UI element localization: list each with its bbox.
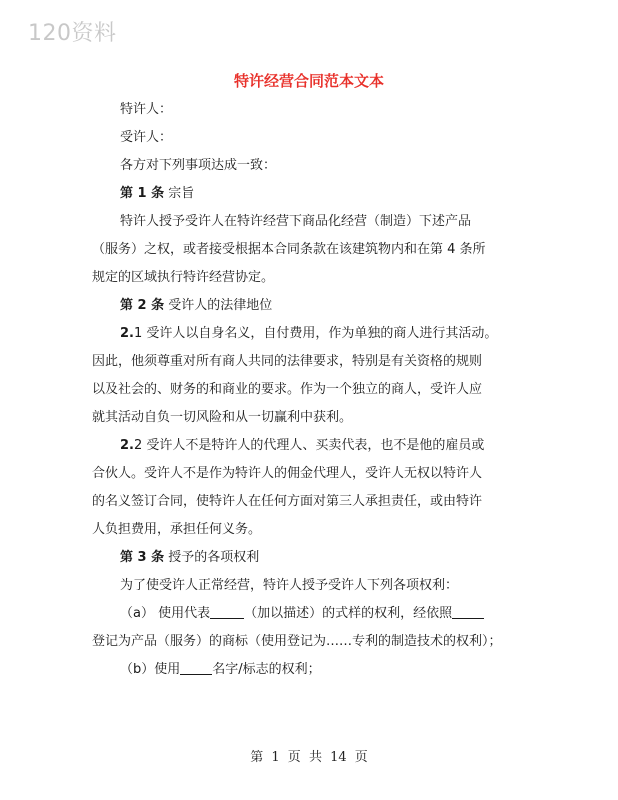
paragraph-line: 以及社会的、财务的和商业的要求。作为一个独立的商人，受许人应 [92, 382, 483, 397]
article-2-title: 受许人的法律地位 [168, 298, 273, 313]
clause-2-1-first-line [92, 320, 532, 348]
paragraph-line: 特许人授予受许人在特许经营下商品化经营（制造）下述产品 [120, 214, 472, 229]
article-2-number: 第 2 条 [120, 298, 165, 313]
paragraph-line: 就其活动自负一切风险和从一切赢利中获利。 [92, 410, 353, 425]
watermark: 120资料 [28, 21, 117, 46]
footer-ye-2: 页 [354, 750, 368, 765]
item-a-middle: （加以描述）的式样的权利，经依照 [244, 606, 453, 621]
paragraph-line: 的名义签订合同，使特许人在任何方面对第三人承担责任，或由特许 [92, 494, 483, 509]
party-a-line: 特许人： [120, 102, 173, 117]
item-b-prefix: （b）使用 [120, 662, 181, 677]
article-3-heading [92, 544, 532, 572]
intro-line: 各方对下列事项达成一致： [120, 158, 277, 173]
total-pages: 14 [330, 750, 347, 765]
item-b-suffix: 名字/标志的权利； [212, 662, 321, 677]
article-3-intro: 为了使受许人正常经营，特许人授予受许人下列各项权利： [120, 578, 459, 593]
item-b-line [92, 656, 532, 684]
article-1-title: 宗旨 [168, 186, 195, 201]
paragraph-line: （服务）之权，或者接受根据本合同条款在该建筑物内和在第 4 条所 [92, 242, 486, 257]
article-3-title: 授予的各项权利 [168, 550, 260, 565]
paragraph-line: 人负担费用，承担任何义务。 [92, 522, 262, 537]
paragraph-line: 规定的区域执行特许经营协定。 [92, 270, 275, 285]
footer-ye: 页 [287, 750, 301, 765]
page-footer [0, 746, 618, 765]
item-a-continuation: 登记为产品（服务）的商标（使用登记为……专利的制造技术的权利）； [92, 634, 502, 649]
footer-gong: 共 [308, 750, 322, 765]
footer-di: 第 [250, 750, 264, 765]
document-body [92, 96, 532, 684]
fill-blank [452, 604, 484, 619]
article-3-number: 第 3 条 [120, 550, 165, 565]
clause-2-1-text: 1 受许人以自身名义，自付费用，作为单独的商人进行其活动。 [133, 326, 498, 341]
fill-blank [210, 604, 244, 619]
fill-blank [180, 660, 212, 675]
clause-2-2-number: 2. [120, 438, 134, 453]
clause-2-2-text: 2 受许人不是特许人的代理人、买卖代表，也不是他的雇员或 [133, 438, 485, 453]
party-b-line: 受许人： [120, 130, 173, 145]
paragraph-line: 合伙人。受许人不是作为特许人的佣金代理人，受许人无权以特许人 [92, 466, 483, 481]
item-a-line [92, 600, 532, 628]
page-number: 1 [271, 750, 280, 765]
paragraph-line: 因此，他须尊重对所有商人共同的法律要求，特别是有关资格的规则 [92, 354, 483, 369]
article-2-heading [92, 292, 532, 320]
article-1-number: 第 1 条 [120, 186, 165, 201]
document-title: 特许经营合同范本文本 [233, 72, 384, 90]
item-a-prefix: （a） 使用代表 [120, 606, 211, 621]
clause-2-2-first-line [92, 432, 532, 460]
article-1-heading [92, 180, 532, 208]
clause-2-1-number: 2. [120, 326, 134, 341]
